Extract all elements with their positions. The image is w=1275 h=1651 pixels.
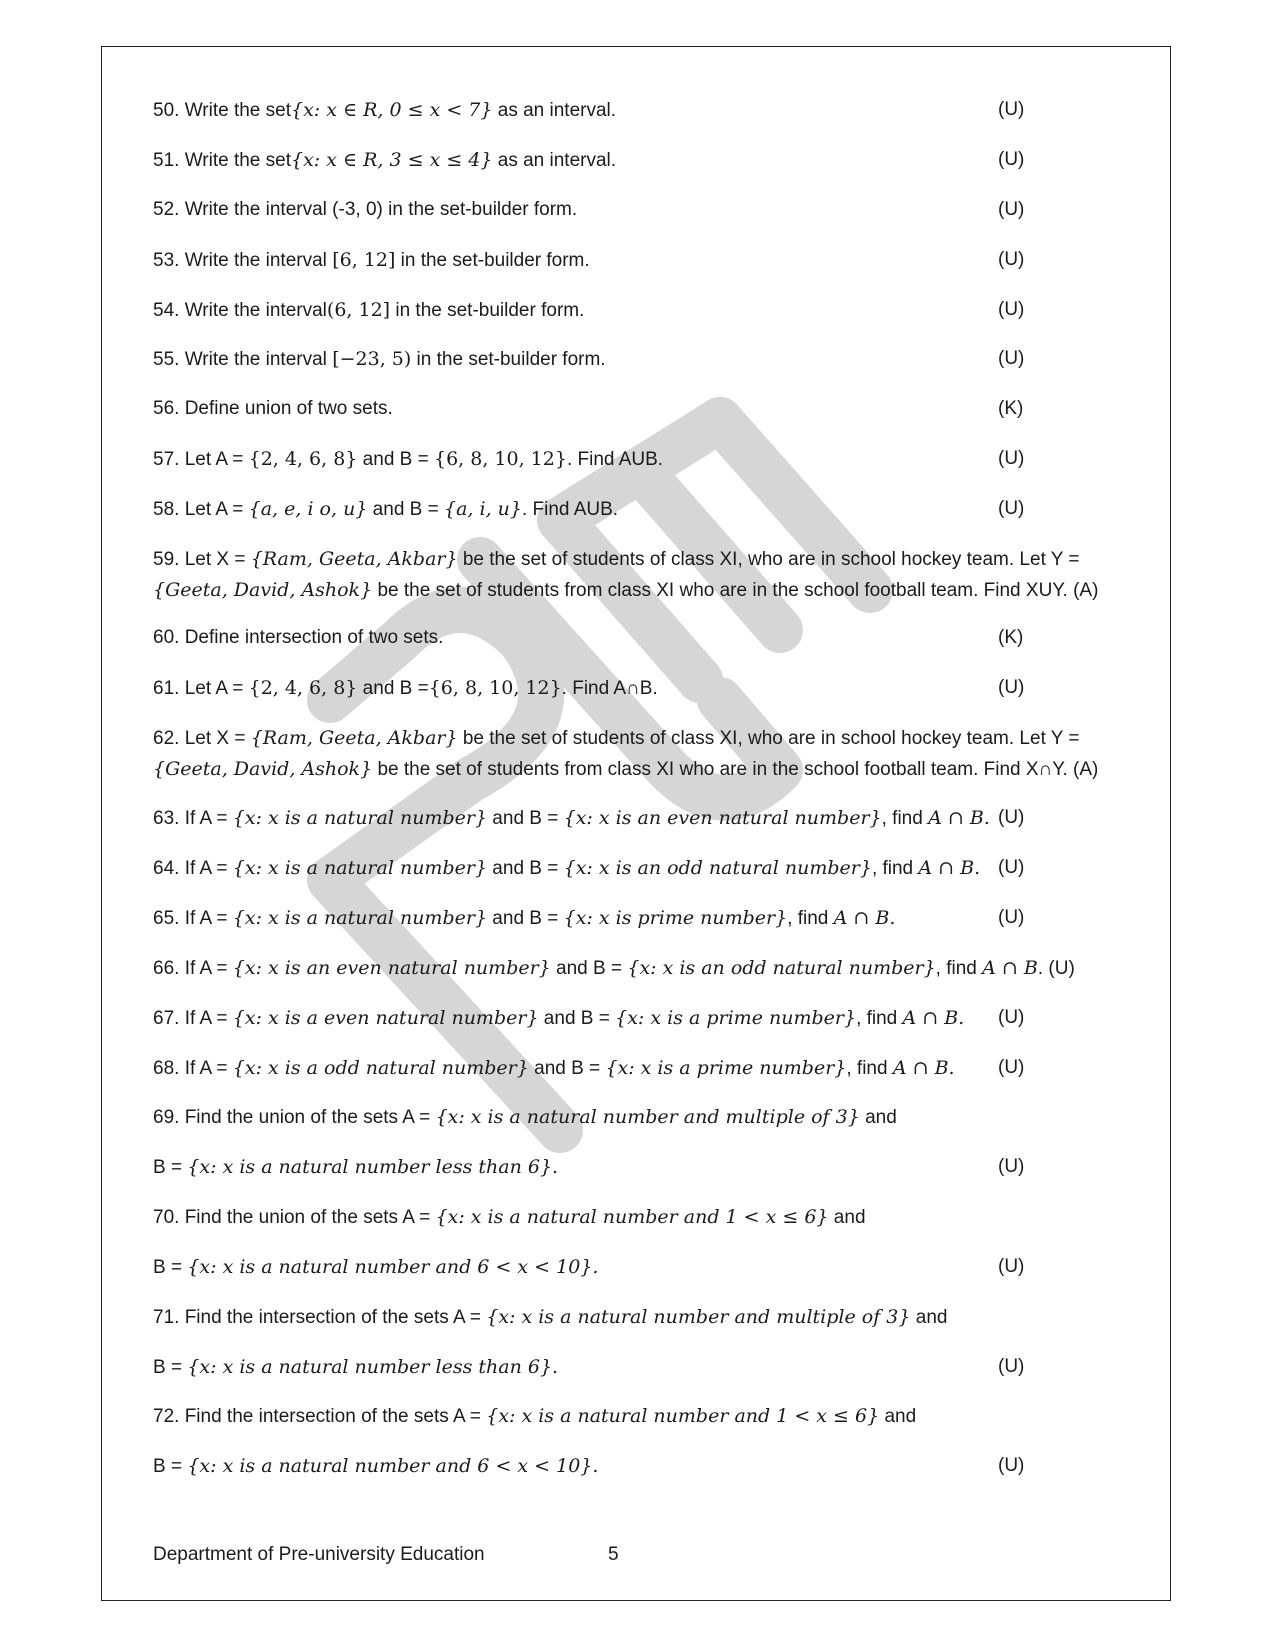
- question-q69b: [153, 1152, 558, 1183]
- question-text: be the set of students from class XI who are in the school football team. Find X∩Y. (A): [372, 759, 1099, 780]
- question-text: and B =: [357, 678, 429, 699]
- math-expression: {x: x is a natural number and 6 < x < 10}.: [187, 1455, 599, 1477]
- question-text: 65. If A =: [153, 908, 233, 929]
- question-q59: [153, 544, 1113, 606]
- math-expression: {2, 4, 6, 8}: [248, 448, 358, 470]
- math-expression: {x: x is a natural number and 1 < x ≤ 6}: [486, 1405, 880, 1427]
- question-text: as an interval.: [492, 150, 617, 171]
- math-expression: {x: x is a prime number}: [605, 1057, 847, 1079]
- question-q70a: [153, 1202, 866, 1233]
- question-text: , find: [881, 808, 929, 829]
- question-level-tag: (U): [998, 199, 1025, 220]
- question-q68: [153, 1053, 955, 1084]
- question-q61: [153, 673, 658, 704]
- question-level-tag: (U): [998, 1156, 1025, 1177]
- question-text: be the set of students of class XI, who are in school hockey team. Let Y =: [457, 549, 1080, 570]
- question-text: B =: [153, 1257, 188, 1278]
- math-expression: {x: x ∈ R, 3 ≤ x ≤ 4}: [291, 149, 493, 171]
- question-text: 60. Define intersection of two sets.: [153, 627, 444, 648]
- math-expression: {2, 4, 6, 8}: [248, 677, 358, 699]
- math-expression: {x: x ∈ R, 0 ≤ x < 7}: [291, 99, 493, 121]
- question-text: 59. Let X =: [153, 549, 251, 570]
- question-text: 70. Find the union of the sets A =: [153, 1207, 436, 1228]
- math-expression: {x: x is an even natural number}: [232, 957, 551, 979]
- question-text: 53. Write the interval: [153, 250, 333, 271]
- math-expression: {x: x is a natural number}: [232, 807, 488, 829]
- question-text: and B =: [550, 958, 628, 979]
- question-q69a: [153, 1102, 897, 1133]
- math-expression: {x: x is an odd natural number}: [627, 957, 936, 979]
- question-text: B =: [153, 1357, 188, 1378]
- question-text: 50. Write the set: [153, 100, 291, 121]
- question-q72b: [153, 1451, 598, 1482]
- question-text: , find: [846, 1058, 893, 1079]
- question-q52: [153, 195, 577, 225]
- question-text: B =: [153, 1456, 188, 1477]
- math-expression: {x: x is an even natural number}: [563, 807, 882, 829]
- question-level-tag: (U): [998, 857, 1025, 878]
- question-level-tag: (U): [998, 1455, 1025, 1476]
- question-level-tag: (K): [998, 627, 1024, 648]
- question-level-tag: (U): [998, 1256, 1025, 1277]
- question-q56: [153, 394, 393, 424]
- math-expression: {x: x is a natural number}: [232, 907, 488, 929]
- question-q58: [153, 494, 618, 525]
- question-text: 52. Write the interval (-3, 0) in the set-builder form.: [153, 199, 578, 220]
- question-level-tag: (U): [998, 149, 1025, 170]
- question-text: 68. If A =: [153, 1058, 233, 1079]
- math-expression: A ∩ B.: [918, 857, 981, 879]
- question-text: , find: [856, 1008, 903, 1029]
- question-text: 58. Let A =: [153, 499, 249, 520]
- math-expression: {x: x is prime number}: [563, 907, 788, 929]
- math-expression: {a, e, i o, u}: [248, 498, 368, 520]
- question-q53: [153, 245, 590, 276]
- math-expression: A ∩ B.: [928, 807, 990, 829]
- question-q55: [153, 344, 606, 375]
- question-q67: [153, 1003, 964, 1034]
- question-text: and B =: [357, 449, 434, 470]
- math-expression: [6, 12]: [332, 249, 396, 271]
- question-q57: [153, 444, 663, 475]
- question-q72a: [153, 1401, 916, 1432]
- math-expression: {x: x is a odd natural number}: [232, 1057, 529, 1079]
- question-text: . Find AUB.: [521, 499, 619, 520]
- question-text: and B =: [487, 908, 564, 929]
- question-text: 66. If A =: [153, 958, 233, 979]
- math-expression: {a, i, u}: [444, 498, 522, 520]
- question-q50: [153, 95, 616, 126]
- question-text: 71. Find the intersection of the sets A =: [153, 1307, 487, 1328]
- math-expression: {6, 8, 10, 12}: [434, 448, 567, 470]
- math-expression: {Ram, Geeta, Akbar}: [250, 727, 458, 749]
- question-q70b: [153, 1252, 598, 1283]
- question-level-tag: (U): [998, 348, 1025, 369]
- math-expression: A ∩ B: [982, 957, 1038, 979]
- question-text: be the set of students of class XI, who are in school hockey team. Let Y =: [457, 728, 1080, 749]
- question-text: and B =: [487, 808, 564, 829]
- question-level-tag: (U): [998, 99, 1025, 120]
- question-text: and: [879, 1406, 917, 1427]
- footer-department: Department of Pre-university Education: [153, 1544, 485, 1565]
- question-text: in the set-builder form.: [390, 300, 585, 321]
- question-q51: [153, 145, 616, 176]
- question-text: B =: [153, 1157, 188, 1178]
- question-level-tag: (U): [998, 498, 1025, 519]
- question-text: 51. Write the set: [153, 150, 291, 171]
- question-text: 69. Find the union of the sets A =: [153, 1107, 436, 1128]
- math-expression: (6, 12]: [326, 299, 391, 321]
- question-q71b: [153, 1352, 558, 1383]
- question-text: and B =: [367, 499, 444, 520]
- question-text: and B =: [538, 1008, 616, 1029]
- question-level-tag: (U): [998, 1356, 1025, 1377]
- math-expression: {Geeta, David, Ashok}: [153, 758, 373, 780]
- math-expression: {Geeta, David, Ashok}: [153, 579, 373, 601]
- math-expression: {x: x is a natural number less than 6}.: [187, 1156, 559, 1178]
- question-level-tag: (U): [998, 1057, 1025, 1078]
- question-text: and: [859, 1107, 897, 1128]
- question-text: . Find A∩B.: [561, 678, 658, 699]
- question-text: 63. If A =: [153, 808, 233, 829]
- question-level-tag: (U): [998, 1007, 1025, 1028]
- question-text: 67. If A =: [153, 1008, 233, 1029]
- question-text: and B =: [528, 1058, 606, 1079]
- math-expression: [−23, 5): [332, 348, 412, 370]
- math-expression: {x: x is an odd natural number}: [563, 857, 872, 879]
- question-text: , find: [871, 858, 919, 879]
- question-text: 62. Let X =: [153, 728, 251, 749]
- question-text: . Find AUB.: [566, 449, 664, 470]
- math-expression: A ∩ B.: [892, 1057, 955, 1079]
- question-text: 61. Let A =: [153, 678, 249, 699]
- question-text: in the set-builder form.: [411, 349, 606, 370]
- question-level-tag: (U): [998, 807, 1025, 828]
- question-text: be the set of students from class XI who are in the school football team. Find XUY. (A): [372, 580, 1099, 601]
- question-level-tag: (U): [998, 299, 1025, 320]
- question-q64: [153, 853, 980, 884]
- question-q60: [153, 623, 443, 653]
- question-text: , find: [935, 958, 983, 979]
- math-expression: {x: x is a even natural number}: [232, 1007, 539, 1029]
- math-expression: {x: x is a natural number and multiple of 3}: [435, 1106, 860, 1128]
- question-level-tag: (U): [998, 249, 1025, 270]
- question-text: . (U): [1037, 958, 1075, 979]
- math-expression: {x: x is a prime number}: [615, 1007, 857, 1029]
- question-text: 64. If A =: [153, 858, 233, 879]
- question-text: 54. Write the interval: [153, 300, 327, 321]
- math-expression: {x: x is a natural number and 1 < x ≤ 6}: [435, 1206, 829, 1228]
- question-text: and B =: [487, 858, 564, 879]
- question-text: and: [828, 1207, 866, 1228]
- question-q65: [153, 903, 895, 934]
- question-q62: [153, 723, 1113, 785]
- question-text: 56. Define union of two sets.: [153, 398, 393, 419]
- math-expression: A ∩ B.: [833, 907, 896, 929]
- question-q54: [153, 295, 584, 326]
- footer-page-number: 5: [608, 1544, 619, 1565]
- question-text: , find: [787, 908, 834, 929]
- math-expression: {Ram, Geeta, Akbar}: [250, 548, 458, 570]
- math-expression: A ∩ B.: [902, 1007, 965, 1029]
- question-text: in the set-builder form.: [395, 250, 590, 271]
- math-expression: {6, 8, 10, 12}: [428, 677, 562, 699]
- question-q66: [153, 953, 1075, 984]
- math-expression: {x: x is a natural number and multiple of 3}: [486, 1306, 911, 1328]
- question-level-tag: (U): [998, 448, 1025, 469]
- question-text: 57. Let A =: [153, 449, 249, 470]
- question-q71a: [153, 1302, 947, 1333]
- question-text: 72. Find the intersection of the sets A =: [153, 1406, 487, 1427]
- math-expression: {x: x is a natural number and 6 < x < 10}.: [187, 1256, 599, 1278]
- question-text: 55. Write the interval: [153, 349, 333, 370]
- math-expression: {x: x is a natural number}: [232, 857, 488, 879]
- math-expression: {x: x is a natural number less than 6}.: [187, 1356, 559, 1378]
- question-level-tag: (U): [998, 907, 1025, 928]
- question-q63: [153, 803, 990, 834]
- question-text: as an interval.: [492, 100, 617, 121]
- question-text: and: [910, 1307, 948, 1328]
- question-level-tag: (K): [998, 398, 1024, 419]
- question-level-tag: (U): [998, 677, 1025, 698]
